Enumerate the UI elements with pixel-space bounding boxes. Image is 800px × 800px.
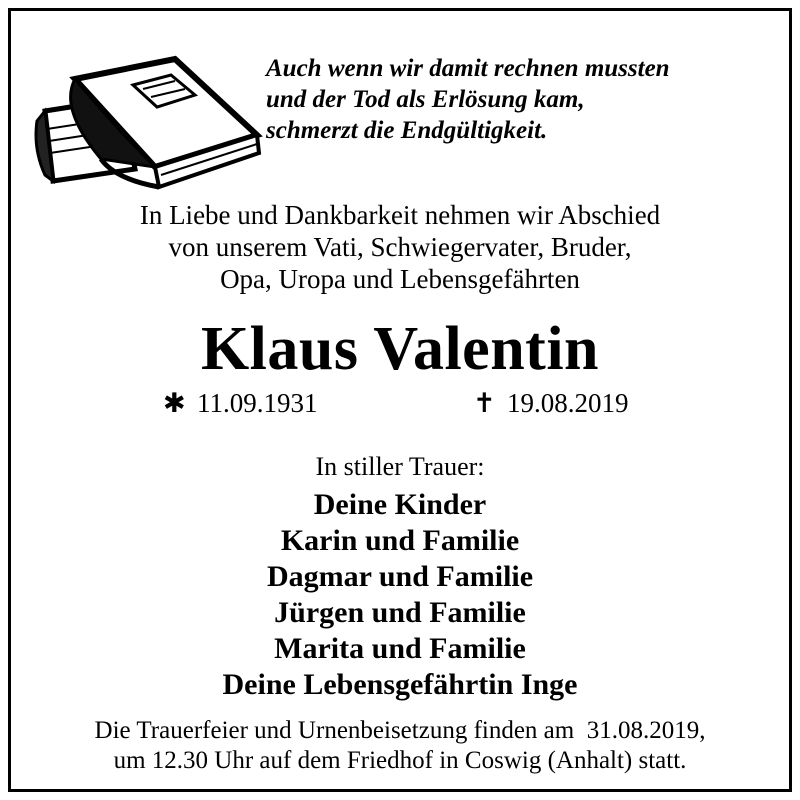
family-list — [11, 487, 789, 703]
dates — [11, 388, 789, 428]
family-entry: Deine Lebensgefährtin Inge — [222, 668, 578, 701]
family-entry: Marita und Familie — [274, 632, 526, 665]
intro-line: von unserem Vati, Schwiegervater, Bruder, — [168, 232, 632, 262]
death-date-value: 19.08.2019 — [507, 388, 629, 418]
cross-icon: ✝ — [473, 388, 496, 418]
deceased-name: Klaus Valentin — [200, 315, 600, 383]
intro-text — [11, 199, 789, 295]
books-icon — [25, 49, 263, 197]
star-icon: ✱ — [163, 388, 186, 418]
mourning-label: In stiller Trauer: — [315, 452, 485, 481]
birth-date — [163, 388, 318, 419]
death-date — [473, 388, 629, 419]
family-entry: Dagmar und Familie — [266, 560, 534, 593]
quote — [266, 53, 786, 146]
birth-date-value: 11.09.1931 — [197, 388, 318, 418]
family-entry: Deine Kinder — [313, 488, 487, 521]
family-entry: Jürgen und Familie — [274, 596, 526, 629]
intro-line: In Liebe und Dankbarkeit nehmen wir Abschied — [139, 200, 661, 230]
service-line: um 12.30 Uhr auf dem Friedhof in Coswig (Anhalt) statt. — [113, 747, 687, 774]
quote-line: schmerzt die Endgültigkeit. — [266, 117, 548, 144]
service-info — [11, 716, 789, 776]
family-entry: Karin und Familie — [280, 524, 520, 557]
intro-line: Opa, Uropa und Lebensgefährten — [220, 264, 580, 294]
obituary-notice — [8, 8, 792, 792]
quote-line: und der Tod als Erlösung kam, — [266, 86, 585, 113]
quote-line: Auch wenn wir damit rechnen mussten — [266, 55, 670, 82]
service-line: Die Trauerfeier und Urnenbeisetzung finden am 31.08.2019, — [94, 717, 706, 744]
